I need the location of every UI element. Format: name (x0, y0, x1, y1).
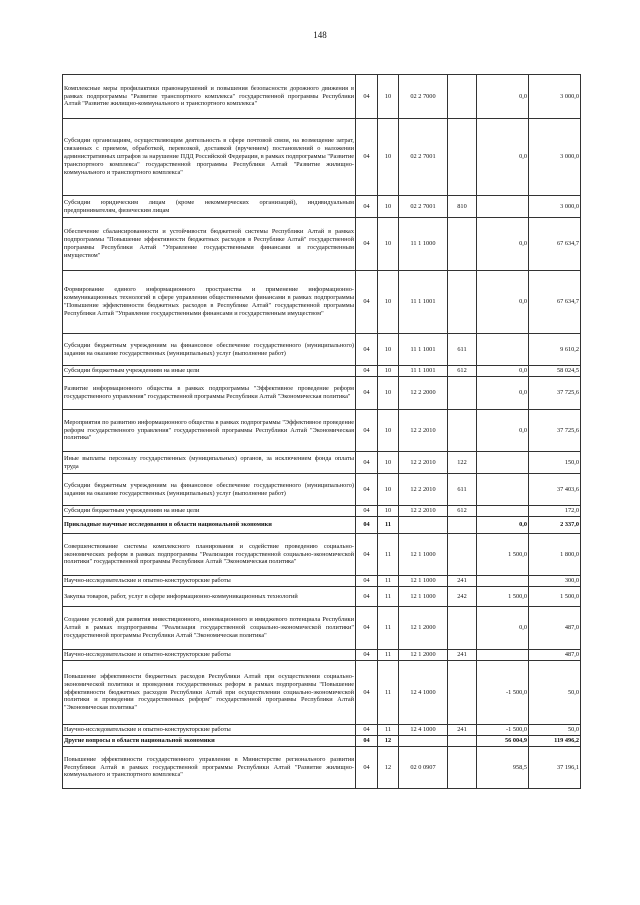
amount-change (477, 474, 529, 506)
target-article-code (399, 517, 448, 534)
amount-total: 37 725,6 (529, 410, 581, 452)
amount-change: -1 500,0 (477, 725, 529, 736)
row-description: Субсидии бюджетным учреждениям на финансовое обеспечение государственного (муниципального) задания на оказание государственных (муниципальных) услуг (выполнение работ) (63, 334, 356, 366)
amount-total: 1 500,0 (529, 587, 581, 607)
amount-change: 0,0 (477, 75, 529, 119)
amount-change (477, 650, 529, 661)
subsection-code: 10 (378, 196, 399, 218)
row-description: Создание условий для развития инвестиционного, инновационного и имиджевого потенциала Республики Алтай в рамках подпрограммы "Реализация государственной социально-экономической политики" государственной программы Республики Алтай "Экономическая политика" (63, 607, 356, 650)
section-code: 04 (356, 271, 378, 334)
expense-type-code (448, 607, 477, 650)
table-row (63, 607, 581, 650)
subsection-code: 11 (378, 661, 399, 725)
amount-change: 0,0 (477, 119, 529, 196)
row-description: Обеспечение сбалансированности и устойчивости бюджетной системы Республики Алтай в рамках подпрограммы "Повышение эффективности бюджетных расходов в Республике Алтай" государственной программы Республики Алтай "Управление государственными финансами и государственным имуществом" (63, 218, 356, 271)
target-article-code: 12 1 1000 (399, 534, 448, 576)
amount-change: 0,0 (477, 607, 529, 650)
expense-type-code (448, 517, 477, 534)
table-row (63, 736, 581, 747)
amount-total: 67 634,7 (529, 271, 581, 334)
row-description: Научно-исследовательские и опытно-конструкторские работы (63, 650, 356, 661)
expense-type-code: 122 (448, 452, 477, 474)
section-code: 04 (356, 410, 378, 452)
amount-change: 0,0 (477, 218, 529, 271)
section-code: 04 (356, 725, 378, 736)
target-article-code: 02 2 7001 (399, 196, 448, 218)
section-code: 04 (356, 377, 378, 410)
target-article-code: 11 1 1001 (399, 366, 448, 377)
table-row (63, 334, 581, 366)
amount-change (477, 196, 529, 218)
subsection-code: 11 (378, 650, 399, 661)
subsection-code: 10 (378, 334, 399, 366)
subsection-code: 10 (378, 271, 399, 334)
expense-type-code (448, 736, 477, 747)
row-description: Другие вопросы в области национальной экономики (63, 736, 356, 747)
amount-change: 0,0 (477, 517, 529, 534)
section-code: 04 (356, 474, 378, 506)
page-number: 148 (313, 30, 327, 40)
table-row (63, 75, 581, 119)
amount-total: 119 496,2 (529, 736, 581, 747)
target-article-code: 12 1 2000 (399, 650, 448, 661)
target-article-code: 12 2 2010 (399, 452, 448, 474)
expense-type-code (448, 534, 477, 576)
amount-change (477, 506, 529, 517)
subsection-code: 11 (378, 607, 399, 650)
amount-total: 172,0 (529, 506, 581, 517)
row-description: Комплексные меры профилактики правонарушений и повышения безопасности дорожного движения в рамках подпрограммы "Развитие транспортного комплекса" государственной программы Республики Алтай "Развитие жилищно-коммунального и транспортного комплекса" (63, 75, 356, 119)
section-code: 04 (356, 576, 378, 587)
target-article-code: 12 1 1000 (399, 587, 448, 607)
expense-type-code: 242 (448, 587, 477, 607)
row-description: Прикладные научные исследования в области национальной экономики (63, 517, 356, 534)
amount-change: 0,0 (477, 366, 529, 377)
table-row (63, 587, 581, 607)
expense-type-code (448, 377, 477, 410)
amount-total: 150,0 (529, 452, 581, 474)
section-code: 04 (356, 650, 378, 661)
amount-total: 3 000,0 (529, 75, 581, 119)
section-code: 04 (356, 661, 378, 725)
subsection-code: 10 (378, 119, 399, 196)
amount-change: 1 500,0 (477, 534, 529, 576)
amount-total: 300,0 (529, 576, 581, 587)
table-row (63, 452, 581, 474)
expense-type-code (448, 119, 477, 196)
section-code: 04 (356, 517, 378, 534)
table-row (63, 650, 581, 661)
section-code: 04 (356, 452, 378, 474)
subsection-code: 10 (378, 377, 399, 410)
target-article-code (399, 736, 448, 747)
row-description: Иные выплаты персоналу государственных (муниципальных) органов, за исключением фонда оплаты труда (63, 452, 356, 474)
row-description: Субсидии организациям, осуществляющим деятельность в сфере почтовой связи, на возмещение затрат, связанных с приемом, обработкой, перевозкой, доставкой (вручением) постановлений о наложении административных штрафов за нарушение ПДД Российской Федерации, в рамках подпрограммы "Развитие транспортного комплекса" государственной программы Республики Алтай "Развитие жилищно-коммунального и транспортного комплекса" (63, 119, 356, 196)
section-code: 04 (356, 736, 378, 747)
section-code: 04 (356, 75, 378, 119)
subsection-code: 11 (378, 725, 399, 736)
row-description: Научно-исследовательские и опытно-конструкторские работы (63, 576, 356, 587)
expense-type-code (448, 410, 477, 452)
target-article-code: 11 1 1000 (399, 218, 448, 271)
expense-type-code (448, 747, 477, 789)
amount-total: 37 403,6 (529, 474, 581, 506)
amount-change (477, 576, 529, 587)
table-row (63, 366, 581, 377)
section-code: 04 (356, 366, 378, 377)
row-description: Субсидии бюджетным учреждениям на иные цели (63, 506, 356, 517)
expense-type-code (448, 661, 477, 725)
row-description: Субсидии бюджетным учреждениям на иные цели (63, 366, 356, 377)
amount-total: 37 725,6 (529, 377, 581, 410)
table-row (63, 576, 581, 587)
table-row (63, 218, 581, 271)
target-article-code: 02 0 0907 (399, 747, 448, 789)
amount-total: 487,0 (529, 607, 581, 650)
amount-total: 3 000,0 (529, 196, 581, 218)
target-article-code: 02 2 7001 (399, 119, 448, 196)
subsection-code: 10 (378, 410, 399, 452)
target-article-code: 12 2 2010 (399, 474, 448, 506)
subsection-code: 12 (378, 736, 399, 747)
section-code: 04 (356, 587, 378, 607)
amount-change: 958,5 (477, 747, 529, 789)
amount-change: 0,0 (477, 377, 529, 410)
row-description: Закупка товаров, работ, услуг в сфере информационно-коммуникационных технологий (63, 587, 356, 607)
row-description: Развитие информационного общества в рамках подпрограммы "Эффективное проведение реформ государственного управления" государственной программы Республики Алтай "Экономическая политика" (63, 377, 356, 410)
table-row (63, 474, 581, 506)
expense-type-code (448, 271, 477, 334)
expense-type-code: 612 (448, 366, 477, 377)
subsection-code: 11 (378, 517, 399, 534)
section-code: 04 (356, 534, 378, 576)
target-article-code: 12 4 1000 (399, 725, 448, 736)
subsection-code: 11 (378, 534, 399, 576)
amount-change (477, 334, 529, 366)
amount-change (477, 452, 529, 474)
amount-change: 0,0 (477, 271, 529, 334)
expense-type-code: 810 (448, 196, 477, 218)
section-code: 04 (356, 334, 378, 366)
subsection-code: 10 (378, 506, 399, 517)
amount-total: 3 000,0 (529, 119, 581, 196)
amount-change: 0,0 (477, 410, 529, 452)
row-description: Повышение эффективности государственного управления в Министерстве регионального развития Республики Алтай в рамках государственной программы Республики Алтай "Развитие жилищно-коммунального и транспортного комплекса" (63, 747, 356, 789)
table-row (63, 196, 581, 218)
section-code: 04 (356, 747, 378, 789)
amount-total: 2 337,0 (529, 517, 581, 534)
table-row (63, 119, 581, 196)
amount-change: 1 500,0 (477, 587, 529, 607)
amount-total: 487,0 (529, 650, 581, 661)
expense-type-code: 611 (448, 334, 477, 366)
section-code: 04 (356, 196, 378, 218)
expense-type-code: 241 (448, 576, 477, 587)
expense-type-code: 611 (448, 474, 477, 506)
row-description: Формирование единого информационного пространства и применение информационно-коммуникационных технологий в сфере управления общественными финансами в рамках подпрограммы "Повышение эффективности бюджетных расходов в Республике Алтай" государственной программы Республики Алтай "Управление государственными финансами и государственным имуществом" (63, 271, 356, 334)
target-article-code: 11 1 1001 (399, 271, 448, 334)
subsection-code: 12 (378, 747, 399, 789)
amount-change: 56 004,9 (477, 736, 529, 747)
subsection-code: 10 (378, 474, 399, 506)
section-code: 04 (356, 218, 378, 271)
section-code: 04 (356, 119, 378, 196)
target-article-code: 12 2 2010 (399, 506, 448, 517)
section-code: 04 (356, 607, 378, 650)
row-description: Совершенствование системы комплексного планирования и содействие проведению социально-экономических реформ в рамках подпрограммы "Реализация государственной социально-экономической политики" государственной программы Республики Алтай "Экономическая политика" (63, 534, 356, 576)
target-article-code: 12 2 2000 (399, 377, 448, 410)
subsection-code: 10 (378, 452, 399, 474)
amount-total: 58 024,5 (529, 366, 581, 377)
expense-type-code: 612 (448, 506, 477, 517)
table-row (63, 506, 581, 517)
row-description: Повышение эффективности бюджетных расходов Республики Алтай при осуществлении социально-экономической политики и проведения государственных реформ в рамках подпрограммы "Повышение эффективности бюджетных расходов Республики Алтай при осуществлении социально-экономической политики и проведении государственных реформ" государственной программы Республики Алтай "Экономическая политика" (63, 661, 356, 725)
row-description: Субсидии бюджетным учреждениям на финансовое обеспечение государственного (муниципального) задания на оказание государственных (муниципальных) услуг (выполнение работ) (63, 474, 356, 506)
row-description: Мероприятия по развитию информационного общества в рамках подпрограммы "Эффективное проведение реформ государственного управления" государственной программы Республики Алтай "Экономическая политика" (63, 410, 356, 452)
table-row (63, 725, 581, 736)
subsection-code: 10 (378, 218, 399, 271)
budget-table (62, 74, 581, 789)
amount-total: 37 196,1 (529, 747, 581, 789)
amount-total: 50,0 (529, 725, 581, 736)
expense-type-code (448, 75, 477, 119)
subsection-code: 11 (378, 576, 399, 587)
target-article-code: 12 2 2010 (399, 410, 448, 452)
target-article-code: 12 4 1000 (399, 661, 448, 725)
table-row (63, 534, 581, 576)
amount-total: 1 800,0 (529, 534, 581, 576)
table-row (63, 517, 581, 534)
row-description: Научно-исследовательские и опытно-конструкторские работы (63, 725, 356, 736)
subsection-code: 11 (378, 587, 399, 607)
subsection-code: 10 (378, 366, 399, 377)
subsection-code: 10 (378, 75, 399, 119)
section-code: 04 (356, 506, 378, 517)
amount-total: 67 634,7 (529, 218, 581, 271)
target-article-code: 12 1 2000 (399, 607, 448, 650)
amount-total: 50,0 (529, 661, 581, 725)
amount-total: 9 610,2 (529, 334, 581, 366)
amount-change: -1 500,0 (477, 661, 529, 725)
expense-type-code: 241 (448, 650, 477, 661)
target-article-code: 02 2 7000 (399, 75, 448, 119)
table-row (63, 410, 581, 452)
table-row (63, 271, 581, 334)
row-description: Субсидии юридическим лицам (кроме некоммерческих организаций), индивидуальным предпринимателям, физическим лицам (63, 196, 356, 218)
table-row (63, 661, 581, 725)
expense-type-code (448, 218, 477, 271)
target-article-code: 12 1 1000 (399, 576, 448, 587)
expense-type-code: 241 (448, 725, 477, 736)
target-article-code: 11 1 1001 (399, 334, 448, 366)
table-row (63, 377, 581, 410)
table-row (63, 747, 581, 789)
